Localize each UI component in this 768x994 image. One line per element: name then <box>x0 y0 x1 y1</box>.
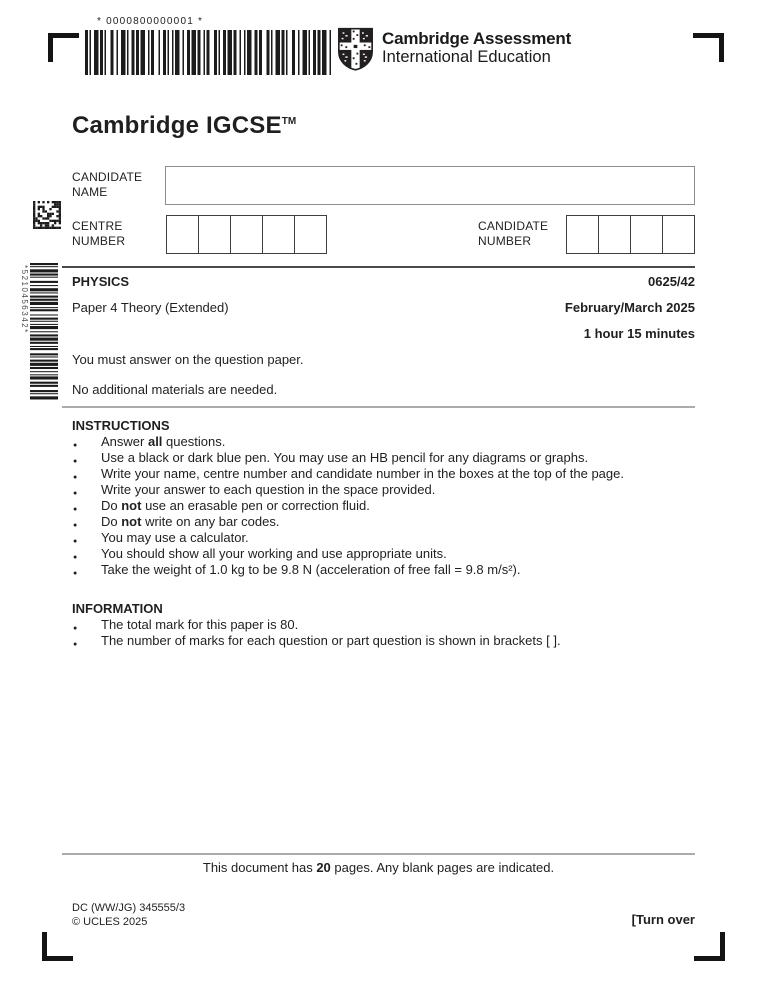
instructions-heading: INSTRUCTIONS <box>72 418 170 433</box>
number-cell <box>231 216 263 253</box>
logo-line2: International Education <box>382 48 551 66</box>
subject-title: PHYSICS <box>72 274 130 289</box>
number-cell <box>567 216 599 253</box>
crop-mark-top-right-icon <box>693 33 724 62</box>
number-cell <box>199 216 231 253</box>
turn-over-label: [Turn over <box>631 912 695 927</box>
top-barcode-icon <box>85 30 331 75</box>
instruction-item: ● Use a black or dark blue pen. You may use an HB pencil for any diagrams or graphs. <box>72 450 712 466</box>
instruction-item: ● Write your name, centre number and candidate number in the boxes at the top of the page. <box>72 466 712 482</box>
copyright-line: © UCLES 2025 <box>72 916 148 928</box>
centre-number-boxes <box>166 215 327 254</box>
logo-line1: Cambridge Assessment <box>382 29 572 48</box>
side-barcode-icon <box>30 263 58 400</box>
number-cell <box>631 216 663 253</box>
cambridge-shield-icon <box>337 26 374 72</box>
centre-number-label: CENTRE NUMBER <box>72 219 126 248</box>
candidate-number-label: CANDIDATE NUMBER <box>478 219 549 248</box>
candidate-name-box <box>165 166 695 205</box>
materials-note: No additional materials are needed. <box>72 382 278 397</box>
trademark-symbol: TM <box>281 116 297 127</box>
exam-duration: 1 hour 15 minutes <box>583 326 695 341</box>
number-cell <box>263 216 295 253</box>
information-item: ● The total mark for this paper is 80. <box>72 617 712 633</box>
instruction-item: ● Do not write on any bar codes. <box>72 514 712 530</box>
paper-name: Paper 4 Theory (Extended) <box>72 300 229 315</box>
instruction-item: ● You may use a calculator. <box>72 530 712 546</box>
crop-mark-bottom-left-icon <box>42 932 73 961</box>
candidate-name-label: CANDIDATE NAME <box>72 170 143 199</box>
duration-row <box>72 326 695 341</box>
dc-reference: DC (WW/JG) 345555/3 <box>72 902 186 914</box>
crop-mark-bottom-right-icon <box>694 932 725 961</box>
crop-mark-top-left-icon <box>48 33 79 62</box>
information-heading: INFORMATION <box>72 601 163 616</box>
number-cell <box>167 216 199 253</box>
paper-row <box>72 300 695 315</box>
header-divider <box>62 266 695 268</box>
page-count-note: This document has 20 pages. Any blank pages are indicated. <box>202 860 555 875</box>
side-barcode-number: *5210456342* <box>20 265 29 334</box>
exam-session: February/March 2025 <box>564 300 695 315</box>
section-divider <box>62 406 695 408</box>
instruction-item: ● You should show all your working and use appropriate units. <box>72 546 712 562</box>
cambridge-logo <box>337 26 571 72</box>
subject-row <box>72 274 695 289</box>
number-cell <box>663 216 694 253</box>
top-barcode-number: * 0000800000001 * <box>97 16 204 27</box>
candidate-number-boxes <box>566 215 695 254</box>
paper-code: 0625/42 <box>648 274 695 289</box>
number-cell <box>599 216 631 253</box>
information-item: ● The number of marks for each question or part question is shown in brackets [ ]. <box>72 633 712 649</box>
information-list <box>72 617 712 649</box>
instruction-item: ● Answer all questions. <box>72 434 712 450</box>
footer-divider <box>62 853 695 855</box>
datamatrix-code-icon <box>33 201 61 229</box>
instruction-item: ● Write your answer to each question in the space provided. <box>72 482 712 498</box>
answer-note: You must answer on the question paper. <box>72 352 304 367</box>
page-title: Cambridge IGCSE™ <box>72 112 297 139</box>
instruction-item: ● Take the weight of 1.0 kg to be 9.8 N (acceleration of free fall = 9.8 m/s²). <box>72 562 712 578</box>
instructions-list <box>72 434 712 578</box>
instruction-item: ● Do not use an erasable pen or correction fluid. <box>72 498 712 514</box>
number-cell <box>295 216 326 253</box>
